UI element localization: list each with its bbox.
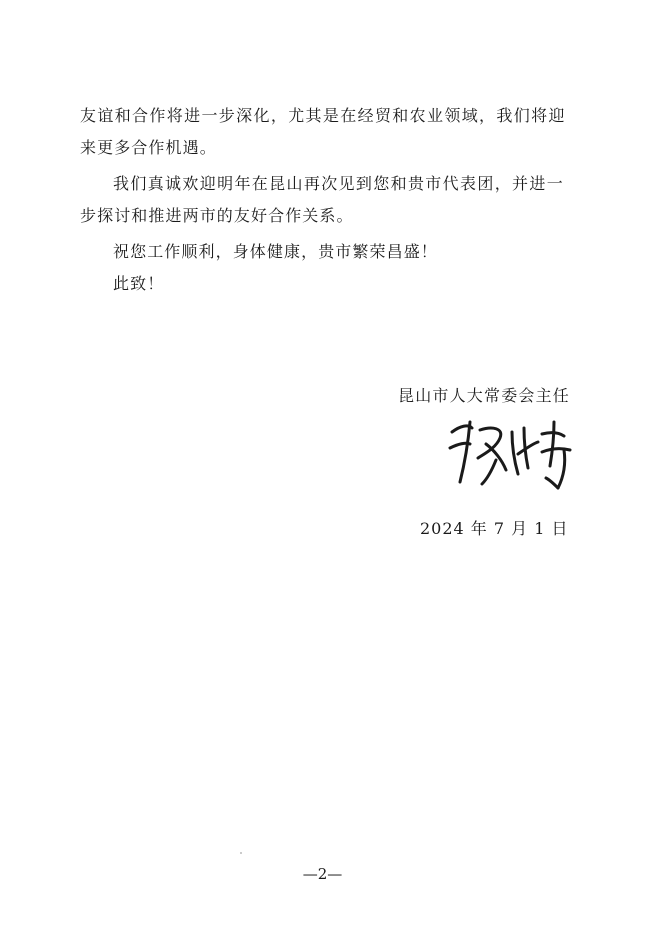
body-line-1: 友谊和合作将进一步深化，尤其是在经贸和农业领域，我们将迎	[80, 106, 566, 125]
handwritten-signature-icon	[446, 414, 586, 496]
closing-wishes: 祝您工作顺利，身体健康，贵市繁荣昌盛！	[113, 242, 438, 261]
page-number: —2—	[302, 865, 343, 883]
body-line-3: 我们真诚欢迎明年在昆山再次见到您和贵市代表团，并进一	[113, 174, 565, 193]
body-line-2: 来更多合作机遇。	[80, 138, 217, 157]
scan-speck	[240, 852, 242, 854]
salutation-closing: 此致！	[113, 274, 165, 293]
body-line-4: 步探讨和推进两市的友好合作关系。	[80, 206, 354, 225]
letter-date: 2024 年 7 月 1 日	[420, 519, 569, 538]
signer-title: 昆山市人大常委会主任	[398, 386, 571, 405]
